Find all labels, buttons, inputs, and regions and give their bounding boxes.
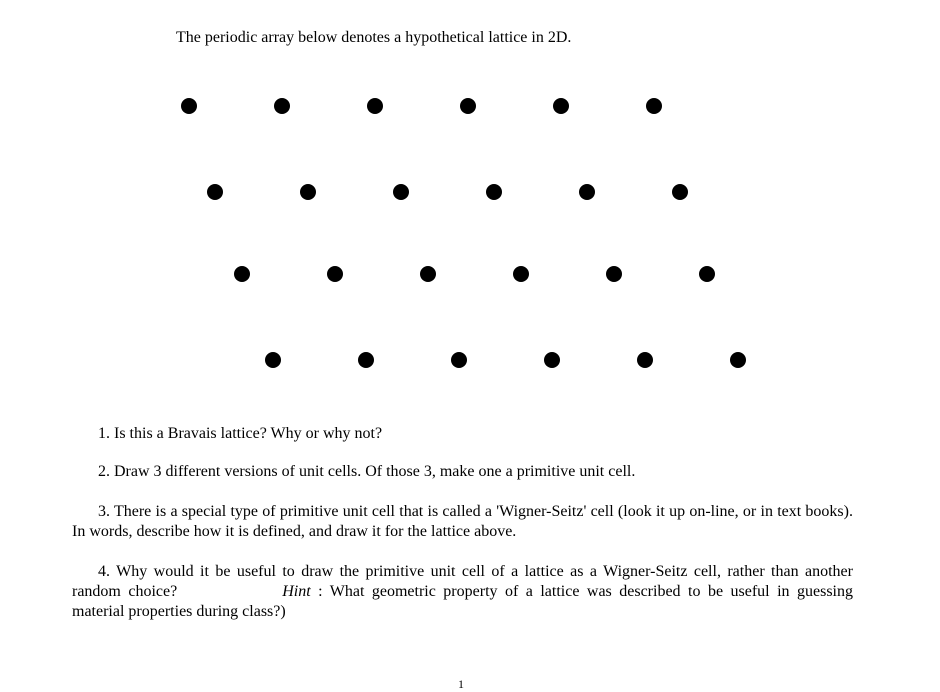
lattice-point [637,352,653,368]
lattice-point [606,266,622,282]
lattice-point [393,184,409,200]
lattice-point [730,352,746,368]
lattice-point [672,184,688,200]
question-1-number: 1. [98,425,110,442]
lattice-point [181,98,197,114]
lattice-point [579,184,595,200]
hint-label: Hint [282,583,311,600]
lattice-point [358,352,374,368]
question-2-text: Draw 3 different versions of unit cells. Of those 3, make one a primitive unit cell. [114,463,636,480]
question-3-text: There is a special type of primitive unit cell that is called a 'Wigner-Seitz' cell (look it up on-line, or in text books). In words, describe how it is defined, and draw it for the lattice above. [72,503,853,540]
lattice-point [300,184,316,200]
question-1 [72,424,853,444]
question-4-number: 4. [98,563,110,580]
lattice-point [646,98,662,114]
question-4 [72,562,853,622]
lattice-point [553,98,569,114]
lattice-point [544,352,560,368]
question-3-number: 3. [98,503,110,520]
lattice-point [513,266,529,282]
question-3 [72,502,853,542]
lattice-point [699,266,715,282]
lattice-point [486,184,502,200]
lattice-point [207,184,223,200]
hint-text: : What geometric property of a lattice was described to be useful in guessing material properties during class?) [72,583,853,620]
lattice-point [274,98,290,114]
intro-text: The periodic array below denotes a hypothetical lattice in 2D. [176,29,572,46]
lattice-point [367,98,383,114]
question-4-text: Why would it be useful to draw the primitive unit cell of a lattice as a Wigner-Seitz cell, rather than another random choice? [72,563,853,600]
lattice-point [420,266,436,282]
lattice-point [234,266,250,282]
lattice-point [460,98,476,114]
question-2 [72,462,853,482]
lattice-point [265,352,281,368]
page-number: 1 [458,677,464,691]
lattice-point [451,352,467,368]
question-1-text: Is this a Bravais lattice? Why or why not? [114,425,383,442]
lattice-point [327,266,343,282]
question-2-number: 2. [98,463,110,480]
